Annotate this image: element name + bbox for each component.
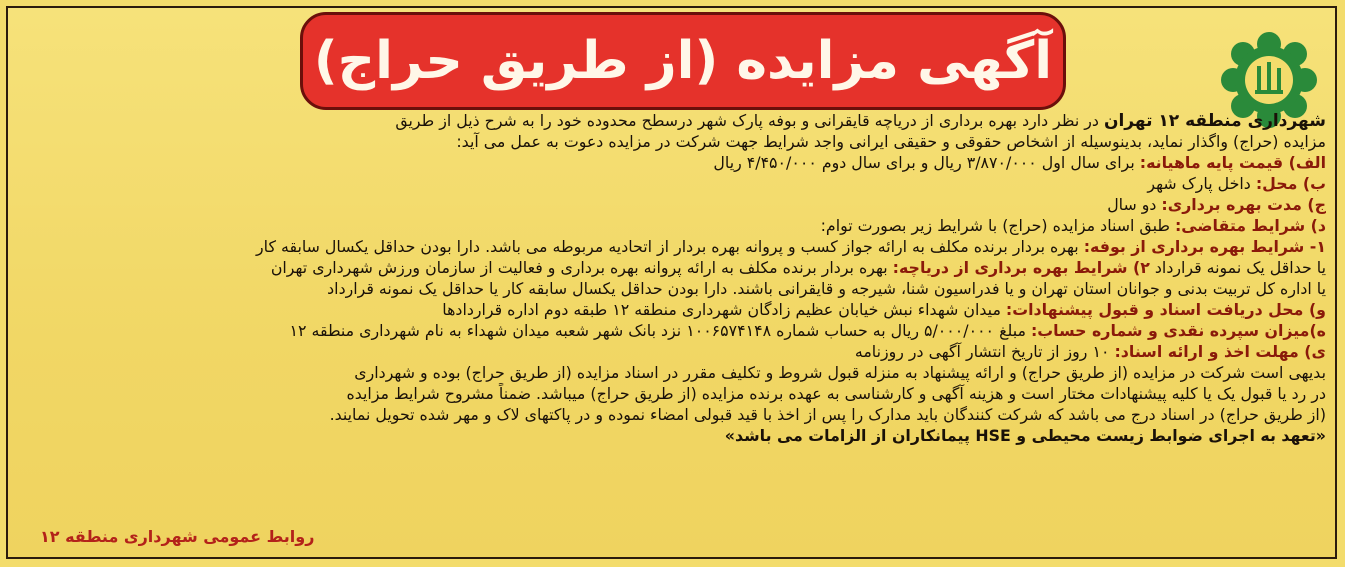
ad-body: [26, 110, 1326, 540]
item-g: [26, 341, 1326, 362]
item-e: [26, 299, 1326, 320]
footer-signature: روابط عمومی شهرداری منطقه ۱۲: [40, 527, 315, 546]
cond1-label: ۱- شرایط بهره برداری از بوفه:: [1083, 237, 1326, 256]
cond1-text-1: بهره بردار برنده مکلف به ارائه جواز کسب و پروانه بهره بردار از اتحادیه مربوطه می باشد. دارا بودن حداقل یکسال سابقه کار: [256, 237, 1084, 256]
cond1-text-2a: یا حداقل یک نمونه قرارداد: [1149, 258, 1326, 277]
cond1-line-2: [26, 257, 1326, 278]
cond2-label: ۲) شرایط بهره برداری از دریاچه:: [892, 258, 1150, 277]
title-banner: [300, 12, 1066, 110]
item-b: [26, 173, 1326, 194]
closing-line-4: «تعهد به اجرای ضوابط زیست محیطی و HSE پیمانکاران از الزامات می باشد»: [724, 426, 1326, 445]
item-b-label: ب) محل:: [1255, 174, 1326, 193]
item-a: [26, 152, 1326, 173]
item-f: [26, 320, 1326, 341]
item-e-text: میدان شهداء نبش خیابان عظیم زادگان شهرداری منطقه ۱۲ طبقه دوم اداره قراردادها: [442, 300, 1006, 319]
item-d: [26, 215, 1326, 236]
closing-line-2: در رد یا قبول یک یا کلیه پیشنهادات مختار است و هزینه آگهی و کارشناسی به عهده برنده مزایده (از طریق حراج) میباشد. ضمناً مشروح شرایط مزایده: [346, 384, 1326, 403]
intro-text-1: در نظر دارد بهره برداری از دریاچه قایقرانی و بوفه پارک شهر درسطح محدوده خود را به شرح ذیل از طریق: [395, 111, 1104, 130]
closing-line-1: بدیهی است شرکت در مزایده (از طریق حراج) و ارائه پیشنهاد به منزله قبول شروط و تکلیف مقرر در اسناد مزایده (از طریق حراج) بوده و شهرداری: [354, 363, 1326, 382]
item-f-label: ه)میزان سپرده نقدی و شماره حساب:: [1030, 321, 1326, 340]
closing-line-3: (از طریق حراج) در اسناد درج می باشد که شرکت کنندگان باید مدارک را پس از اخذ با قید قبولی امضاء نموده و در پاکتهای لاک و مهر شده تحویل نمایند.: [329, 405, 1326, 424]
cond1-line-1: [26, 236, 1326, 257]
intro-line-2: مزایده (حراج) واگذار نماید، بدینوسیله از اشخاص حقوقی و حقیقی ایرانی واجد شرایط جهت شرکت در مزایده دعوت به عمل می آید:: [456, 132, 1326, 151]
item-c-label: ج) مدت بهره برداری:: [1161, 195, 1326, 214]
item-b-text: داخل پارک شهر: [1147, 174, 1256, 193]
item-d-label: د) شرایط متقاضی:: [1174, 216, 1326, 235]
item-d-text: طبق اسناد مزایده (حراج) با شرایط زیر بصورت توام:: [820, 216, 1175, 235]
item-a-text: برای سال اول ۳/۸۷۰/۰۰۰ ریال و برای سال دوم ۴/۴۵۰/۰۰۰ ریال: [713, 153, 1140, 172]
item-a-label: الف) قیمت پایه ماهیانه:: [1139, 153, 1326, 172]
cond1-line-3: یا اداره کل تربیت بدنی و جوانان استان تهران و یا فدراسیون شنا، شیرجه و قایقرانی باشند. دارا بودن حداقل یکسال سابقه کار یا حداقل یک نمونه قرارداد: [327, 279, 1326, 298]
item-g-text: ۱۰ روز از تاریخ انتشار آگهی در روزنامه: [854, 342, 1115, 361]
intro-line-1: [26, 110, 1326, 131]
item-g-label: ی) مهلت اخذ و ارائه اسناد:: [1114, 342, 1326, 361]
cond1-text-2b: بهره بردار برنده مکلف به ارائه پروانه بهره برداری و فعالیت از سازمان ورزش شهرداری تهران: [270, 258, 893, 277]
item-f-text: مبلغ ۵/۰۰۰/۰۰۰ ریال به حساب شماره ۱۰۰۶۵۷۴۱۴۸ نزد بانک شهر شعبه میدان شهداء به نام شهرداری منطقه ۱۲: [289, 321, 1031, 340]
org-name: شهرداری منطقه ۱۲ تهران: [1103, 111, 1326, 131]
page-title: آگهی مزایده (از طریق حراج): [313, 31, 1053, 91]
item-e-label: و) محل دریافت اسناد و قبول پیشنهادات:: [1005, 300, 1326, 319]
item-c: [26, 194, 1326, 215]
item-c-text: دو سال: [1107, 195, 1162, 214]
